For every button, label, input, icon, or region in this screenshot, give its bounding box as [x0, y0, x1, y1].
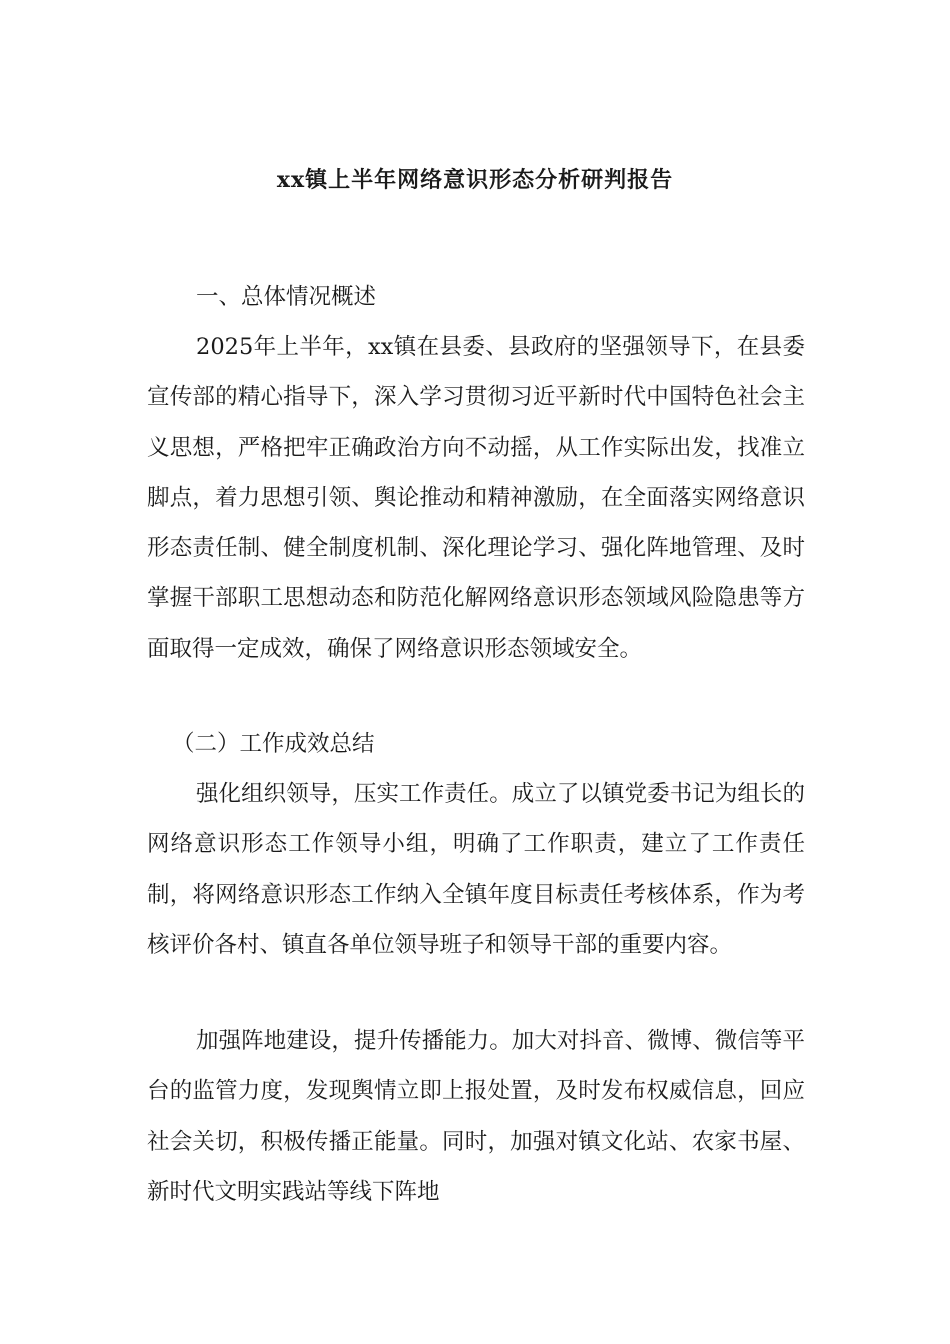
paragraph-overview: 2025年上半年，xx镇在县委、县政府的坚强领导下，在县委宣传部的精心指导下，深入学习贯彻习近平新时代中国特色社会主义思想，严格把牢正确政治方向不动摇，从工作实际出发，找准立脚点，着力思想引领、舆论推动和精神激励，在全面落实网络意识形态责任制、健全制度机制、深化理论学习、强化阵地管理、及时掌握干部职工思想动态和防范化解网络意识形态领域风险隐患等方面取得一定成效，确保了网络意识形态领域安全。 — [147, 334, 805, 662]
section-heading-achievements: （二）工作成效总结 — [172, 731, 375, 757]
paragraph-organization-leadership: 强化组织领导，压实工作责任。成立了以镇党委书记为组长的网络意识形态工作领导小组，明确了工作职责，建立了工作责任制，将网络意识形态工作纳入全镇年度目标责任考核体系，作为考核评价各村、镇直各单位领导班子和领导干部的重要内容。 — [147, 781, 805, 958]
document-title: xx镇上半年网络意识形态分析研判报告 — [276, 167, 674, 193]
section-heading-overview: 一、总体情况概述 — [196, 284, 377, 310]
paragraph-platform-building: 加强阵地建设，提升传播能力。加大对抖音、微博、微信等平台的监管力度，发现舆情立即上报处置，及时发布权威信息，回应社会关切，积极传播正能量。同时，加强对镇文化站、农家书屋、新时代文明实践站等线下阵地 — [147, 1028, 805, 1205]
